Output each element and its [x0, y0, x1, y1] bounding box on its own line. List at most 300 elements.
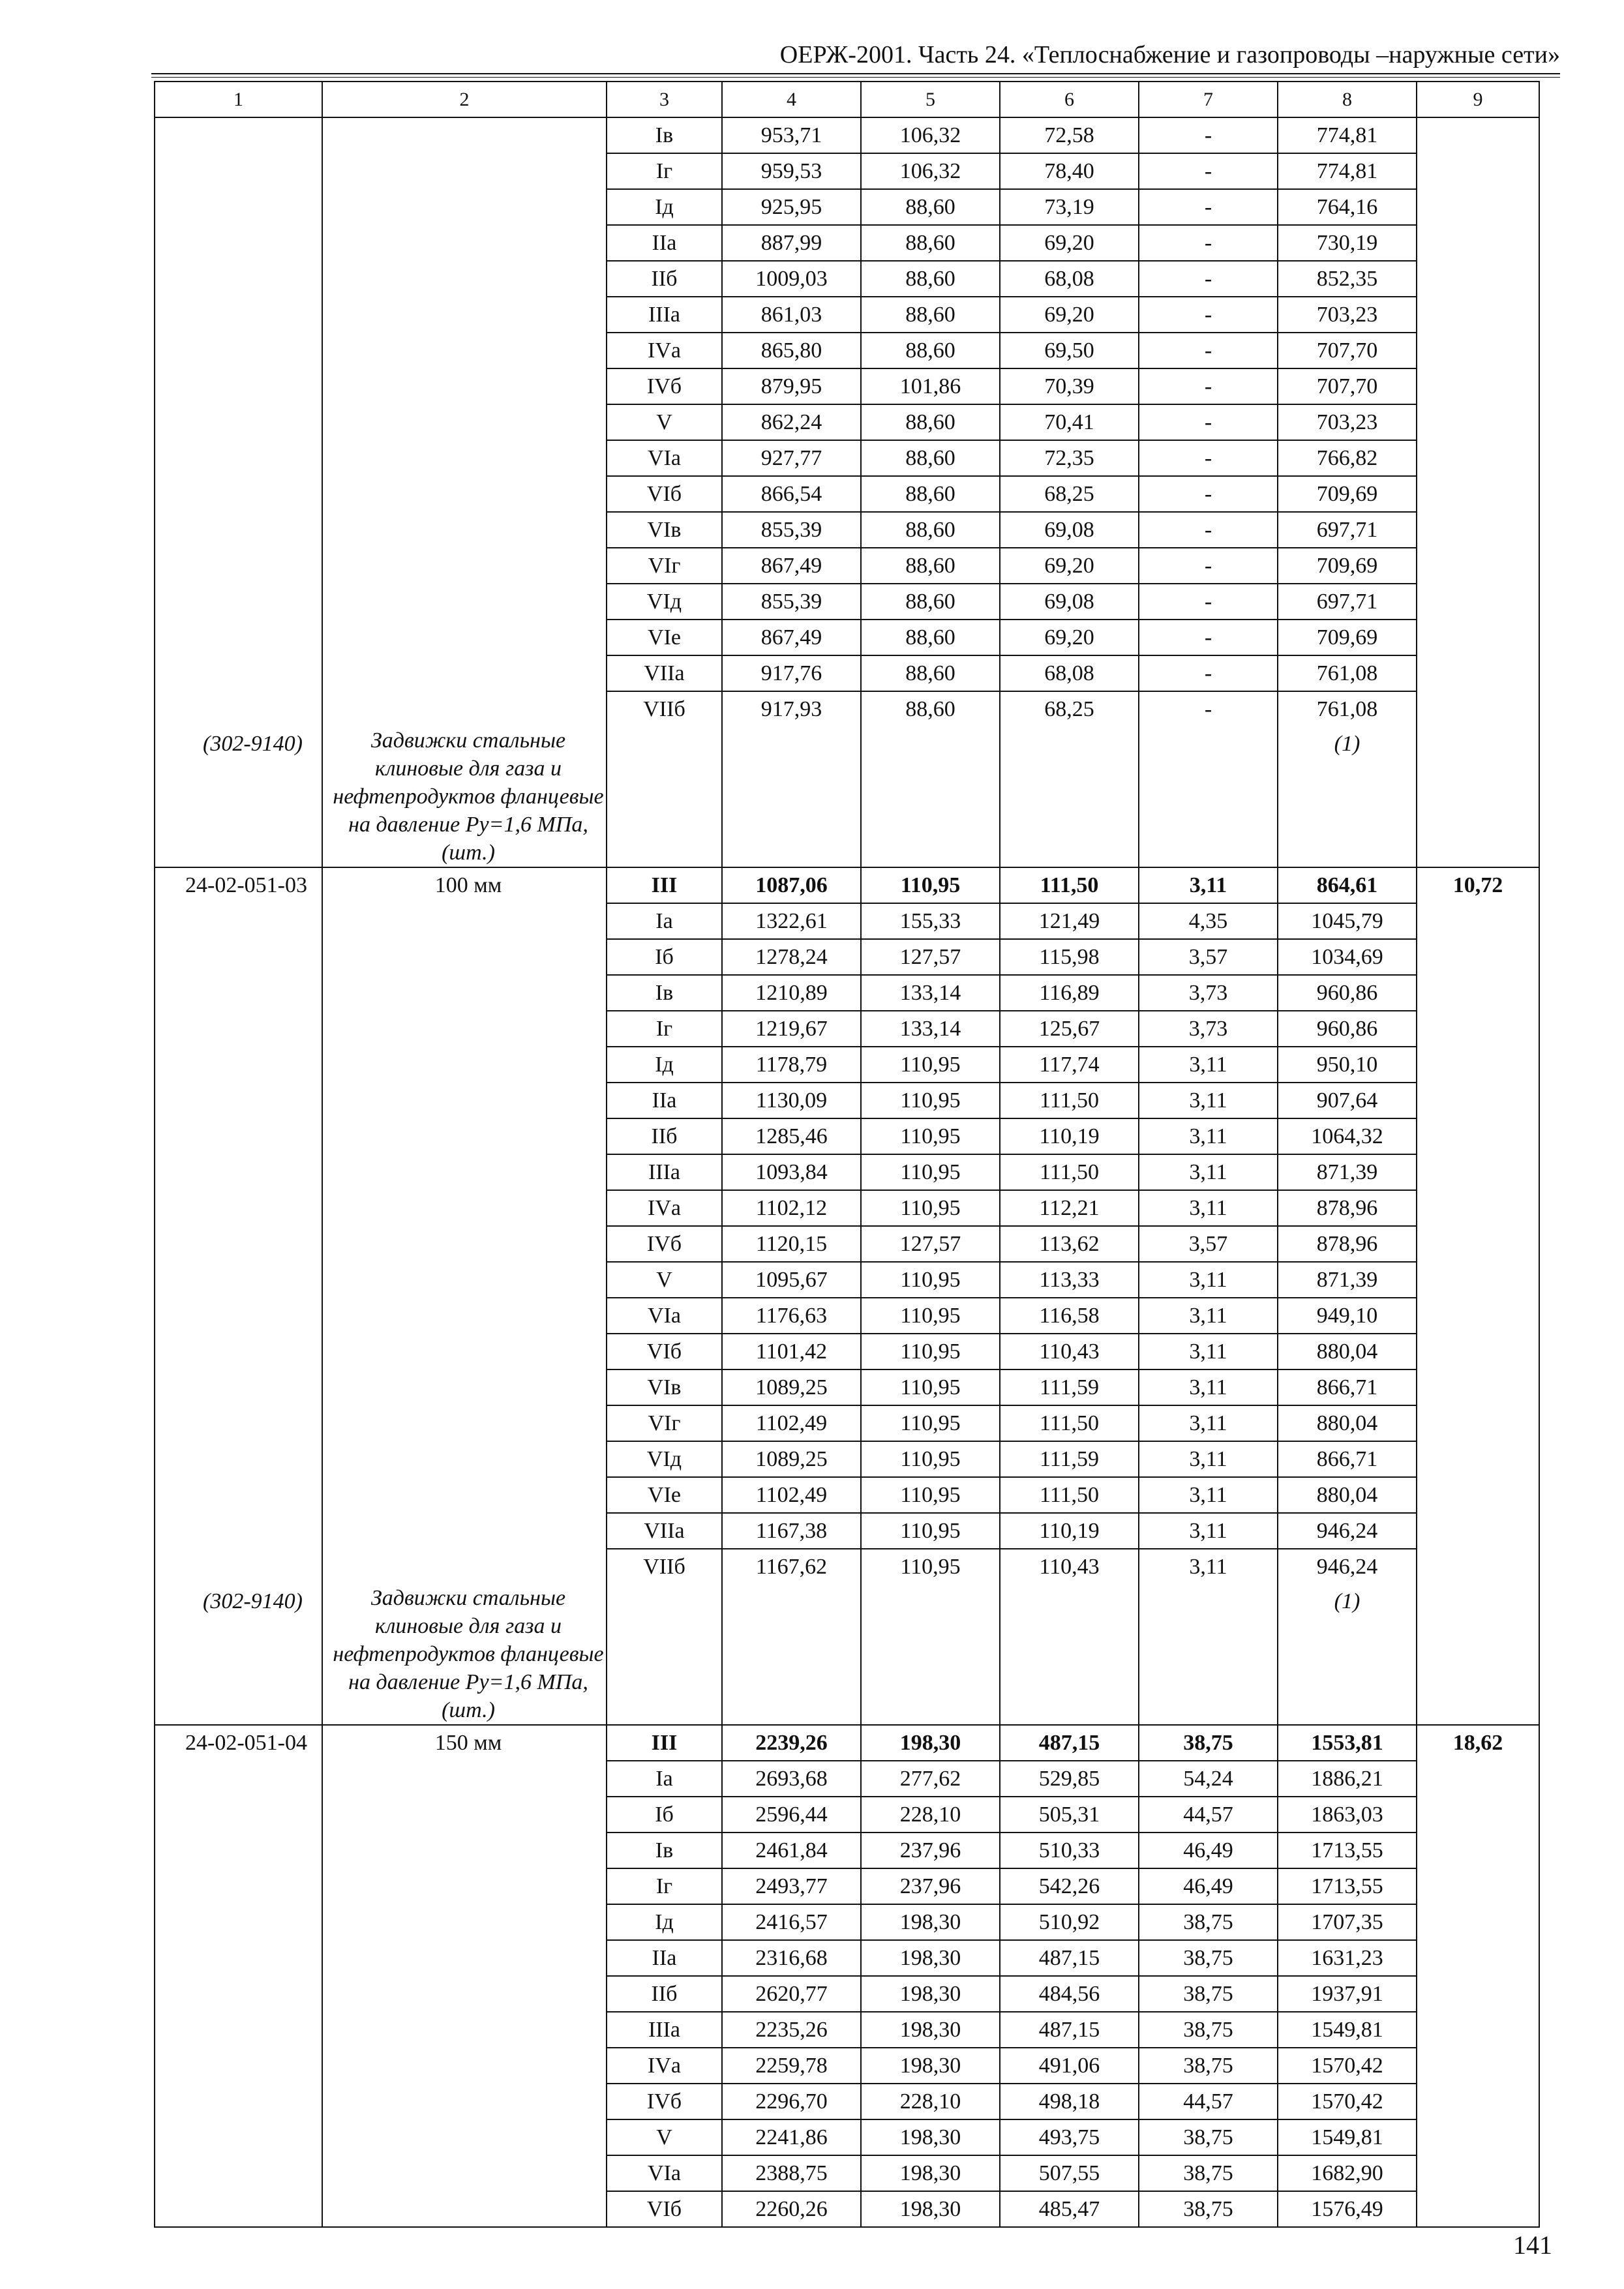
name-cell: [322, 1549, 607, 1584]
table-row: [155, 476, 1539, 512]
col9-cell: [1417, 1405, 1539, 1441]
code-cell: [155, 2012, 322, 2048]
column-number: 9: [1417, 82, 1539, 117]
value-cell: 68,25: [1000, 691, 1139, 726]
value-cell: 1089,25: [722, 1441, 861, 1477]
value-cell: 761,08: [1278, 691, 1417, 726]
value-cell: 111,50: [1000, 1154, 1139, 1190]
value-cell: 1120,15: [722, 1226, 861, 1262]
value-cell: 1937,91: [1278, 1976, 1417, 2012]
value-cell: 111,59: [1000, 1369, 1139, 1405]
name-cell: [322, 1262, 607, 1298]
col9-cell: [1417, 2191, 1539, 2227]
value-cell: 1285,46: [722, 1118, 861, 1154]
value-cell: 855,39: [722, 584, 861, 620]
value-cell: 3,73: [1139, 1011, 1278, 1047]
col9-cell: [1417, 1083, 1539, 1118]
value-cell: 959,53: [722, 153, 861, 189]
value-cell: -: [1139, 297, 1278, 333]
name-cell: [322, 297, 607, 333]
col9-cell: [1417, 655, 1539, 691]
value-cell: 110,95: [861, 1298, 1000, 1334]
value-cell: 1682,90: [1278, 2155, 1417, 2191]
rate-code: 24-02-051-03: [185, 873, 307, 897]
value-cell: 2416,57: [722, 1904, 861, 1940]
name-cell: [322, 1976, 607, 2012]
name-cell: [322, 1118, 607, 1154]
value-cell: 106,32: [861, 117, 1000, 153]
table-row: [155, 1761, 1539, 1797]
value-cell: 1101,42: [722, 1334, 861, 1369]
col9-cell: [1417, 404, 1539, 440]
value-cell: 110,95: [861, 1513, 1000, 1549]
code-cell: [155, 117, 322, 153]
value-cell: 38,75: [1139, 1904, 1278, 1940]
code-cell: [155, 1833, 322, 1868]
value-cell: 88,60: [861, 404, 1000, 440]
zone-cell: Iд: [607, 1047, 722, 1083]
table-row: [155, 1441, 1539, 1477]
table-row: [155, 2048, 1539, 2084]
code-cell: [155, 404, 322, 440]
table-row: [155, 584, 1539, 620]
value-cell: 228,10: [861, 1797, 1000, 1833]
value-cell: -: [1139, 655, 1278, 691]
value-cell: -: [1139, 404, 1278, 440]
zone-cell: Iв: [607, 1833, 722, 1868]
value-cell: 110,95: [861, 1369, 1000, 1405]
col9-cell: [1417, 584, 1539, 620]
code-cell: [155, 2155, 322, 2191]
material-note-row: [155, 726, 1539, 867]
table-row: [155, 440, 1539, 476]
col9-cell: [1417, 1513, 1539, 1549]
code-cell: [155, 726, 322, 867]
value-cell: 88,60: [861, 440, 1000, 476]
col9-cell: [1417, 2084, 1539, 2119]
value-cell: 3,11: [1139, 1262, 1278, 1298]
value-cell: 707,70: [1278, 368, 1417, 404]
name-cell: [322, 189, 607, 225]
name-cell: [322, 1047, 607, 1083]
table-row: [155, 1513, 1539, 1549]
material-quantity: (1): [1334, 1589, 1361, 1613]
col9-cell: [1417, 1761, 1539, 1797]
value-cell: 198,30: [861, 2048, 1000, 2084]
col9-cell: [1417, 1940, 1539, 1976]
value-cell: 237,96: [861, 1833, 1000, 1868]
code-cell: [155, 2191, 322, 2227]
col9-cell: [1417, 726, 1539, 867]
material-note-row: [155, 1584, 1539, 1725]
value-cell: 155,33: [861, 903, 1000, 939]
value-cell: 44,57: [1139, 2084, 1278, 2119]
value-cell: 867,49: [722, 620, 861, 655]
value-cell: 110,95: [861, 1118, 1000, 1154]
value-cell: 113,62: [1000, 1226, 1139, 1262]
value-cell: 3,11: [1139, 1118, 1278, 1154]
name-cell: [322, 1477, 607, 1513]
zone-cell: Iб: [607, 939, 722, 975]
name-cell: [322, 1334, 607, 1369]
value-cell: 960,86: [1278, 975, 1417, 1011]
value-cell: -: [1139, 153, 1278, 189]
value-cell: 766,82: [1278, 440, 1417, 476]
value-cell: 1176,63: [722, 1298, 861, 1334]
empty-cell: [1278, 1584, 1417, 1725]
value-cell: 38,75: [1139, 2191, 1278, 2227]
col9-cell: [1417, 333, 1539, 368]
code-cell: [155, 1047, 322, 1083]
code-cell: [155, 2119, 322, 2155]
value-cell: 78,40: [1000, 153, 1139, 189]
value-cell: 949,10: [1278, 1298, 1417, 1334]
code-cell: [155, 1868, 322, 1904]
code-cell: [155, 1797, 322, 1833]
value-cell: 487,15: [1000, 1940, 1139, 1976]
name-cell: [322, 512, 607, 548]
zone-cell: VIа: [607, 440, 722, 476]
value-cell: 38,75: [1139, 2155, 1278, 2191]
value-cell: 116,58: [1000, 1298, 1139, 1334]
table-row: [155, 189, 1539, 225]
zone-cell: VIа: [607, 1298, 722, 1334]
code-cell: [155, 1441, 322, 1477]
zone-cell: VIIб: [607, 691, 722, 726]
value-cell: 1089,25: [722, 1369, 861, 1405]
name-cell: [322, 1725, 607, 1761]
rate-code: 24-02-051-04: [185, 1731, 307, 1755]
empty-cell: [1278, 726, 1417, 867]
table-row: [155, 2155, 1539, 2191]
value-cell: 1713,55: [1278, 1868, 1417, 1904]
code-cell: [155, 2084, 322, 2119]
value-cell: 2388,75: [722, 2155, 861, 2191]
value-cell: 1631,23: [1278, 1940, 1417, 1976]
zone-cell: Iг: [607, 1011, 722, 1047]
col9-cell: [1417, 903, 1539, 939]
value-cell: 3,11: [1139, 1154, 1278, 1190]
name-cell: [322, 726, 607, 867]
name-cell: [322, 476, 607, 512]
value-cell: 484,56: [1000, 1976, 1139, 2012]
value-cell: 68,08: [1000, 261, 1139, 297]
code-cell: [155, 1011, 322, 1047]
value-cell: 69,50: [1000, 333, 1139, 368]
value-cell: 110,95: [861, 867, 1000, 903]
empty-cell: [1139, 726, 1278, 867]
table-row: [155, 2119, 1539, 2155]
value-cell: 2620,77: [722, 1976, 861, 2012]
code-cell: [155, 1904, 322, 1940]
col9-cell: [1417, 2155, 1539, 2191]
value-cell: 498,18: [1000, 2084, 1139, 2119]
value-cell: 198,30: [861, 1725, 1000, 1761]
col9-cell: [1417, 153, 1539, 189]
value-cell: 917,76: [722, 655, 861, 691]
value-cell: 960,86: [1278, 1011, 1417, 1047]
code-cell: [155, 1154, 322, 1190]
value-cell: 69,08: [1000, 512, 1139, 548]
value-cell: 69,20: [1000, 620, 1139, 655]
value-cell: 1167,38: [722, 1513, 861, 1549]
col9-cell: [1417, 1334, 1539, 1369]
value-cell: 2693,68: [722, 1761, 861, 1797]
value-cell: 3,11: [1139, 1549, 1278, 1584]
value-cell: 1549,81: [1278, 2119, 1417, 2155]
column-number: 6: [1000, 82, 1139, 117]
zone-cell: Iа: [607, 1761, 722, 1797]
value-cell: 862,24: [722, 404, 861, 440]
value-cell: 38,75: [1139, 1976, 1278, 2012]
value-cell: 880,04: [1278, 1477, 1417, 1513]
col9-cell: [1417, 548, 1539, 584]
value-cell: 510,33: [1000, 1833, 1139, 1868]
price-table: [154, 81, 1540, 2228]
value-cell: 946,24: [1278, 1513, 1417, 1549]
value-cell: 110,95: [861, 1190, 1000, 1226]
value-cell: 3,11: [1139, 1441, 1278, 1477]
code-cell: [155, 2048, 322, 2084]
name-cell: [322, 333, 607, 368]
value-cell: 133,14: [861, 975, 1000, 1011]
col9-cell: [1417, 117, 1539, 153]
code-cell: [155, 1584, 322, 1725]
zone-cell: IIб: [607, 1976, 722, 2012]
value-cell: 111,50: [1000, 1477, 1139, 1513]
value-cell: 2239,26: [722, 1725, 861, 1761]
empty-cell: [1139, 1584, 1278, 1725]
page-number: 141: [1513, 2230, 1552, 2260]
zone-cell: IIIа: [607, 297, 722, 333]
column-number: 1: [155, 82, 322, 117]
name-cell: [322, 1904, 607, 1940]
table-row: [155, 1940, 1539, 1976]
col9-cell: [1417, 1298, 1539, 1334]
table-row: [155, 2191, 1539, 2227]
zone-cell: Iб: [607, 1797, 722, 1833]
value-cell: 855,39: [722, 512, 861, 548]
value-cell: 68,08: [1000, 655, 1139, 691]
value-cell: 46,49: [1139, 1833, 1278, 1868]
name-cell: [322, 1369, 607, 1405]
code-cell: [155, 333, 322, 368]
name-cell: [322, 2012, 607, 2048]
zone-cell: IIа: [607, 225, 722, 261]
value-cell: 2316,68: [722, 1940, 861, 1976]
value-cell: 861,03: [722, 297, 861, 333]
zone-cell: Iа: [607, 903, 722, 939]
value-cell: -: [1139, 333, 1278, 368]
value-cell: 110,95: [861, 1047, 1000, 1083]
table-row: [155, 1976, 1539, 2012]
name-cell: [322, 620, 607, 655]
value-cell: 88,60: [861, 655, 1000, 691]
value-cell: -: [1139, 476, 1278, 512]
value-cell: 198,30: [861, 1940, 1000, 1976]
value-cell: 72,35: [1000, 440, 1139, 476]
value-cell: 1064,32: [1278, 1118, 1417, 1154]
code-cell: [155, 261, 322, 297]
col9-cell: [1417, 1011, 1539, 1047]
value-cell: 88,60: [861, 476, 1000, 512]
value-cell: 88,60: [861, 261, 1000, 297]
header-rule: [151, 73, 1560, 74]
zone-cell: IIIа: [607, 1154, 722, 1190]
value-cell: 68,25: [1000, 476, 1139, 512]
col9-cell: [1417, 1190, 1539, 1226]
table-row: [155, 1904, 1539, 1940]
value-cell: 946,24: [1278, 1549, 1417, 1584]
zone-cell: IVа: [607, 333, 722, 368]
value-cell: 880,04: [1278, 1405, 1417, 1441]
table-row: [155, 512, 1539, 548]
code-cell: [155, 153, 322, 189]
value-cell: 133,14: [861, 1011, 1000, 1047]
value-cell: 1570,42: [1278, 2048, 1417, 2084]
table-row: [155, 1154, 1539, 1190]
value-cell: 3,11: [1139, 1477, 1278, 1513]
value-cell: 953,71: [722, 117, 861, 153]
code-cell: [155, 691, 322, 726]
column-number: 7: [1139, 82, 1278, 117]
value-cell: -: [1139, 117, 1278, 153]
col9-cell: [1417, 1477, 1539, 1513]
name-cell: [322, 867, 607, 903]
col9-cell: [1417, 2012, 1539, 2048]
value-cell: 3,11: [1139, 1369, 1278, 1405]
value-cell: 110,95: [861, 1083, 1000, 1118]
name-cell: [322, 584, 607, 620]
value-cell: 2493,77: [722, 1868, 861, 1904]
code-cell: [155, 903, 322, 939]
value-cell: 88,60: [861, 620, 1000, 655]
empty-cell: [607, 726, 722, 867]
header-rule-thin: [151, 77, 1560, 78]
zone-cell: V: [607, 2119, 722, 2155]
value-cell: 703,23: [1278, 404, 1417, 440]
column-number: 2: [322, 82, 607, 117]
zone-cell: VIб: [607, 1334, 722, 1369]
name-cell: [322, 261, 607, 297]
zone-cell: Iв: [607, 975, 722, 1011]
value-cell: 110,95: [861, 1262, 1000, 1298]
zone-cell: VIг: [607, 1405, 722, 1441]
value-cell: 1707,35: [1278, 1904, 1417, 1940]
zone-cell: IIб: [607, 261, 722, 297]
code-cell: [155, 368, 322, 404]
table-row: [155, 1868, 1539, 1904]
value-cell: 1102,12: [722, 1190, 861, 1226]
name-cell: [322, 1298, 607, 1334]
value-cell: 88,60: [861, 225, 1000, 261]
col9-cell: [1417, 440, 1539, 476]
diameter-label: 150 мм: [434, 1731, 502, 1755]
col9-cell: [1417, 1797, 1539, 1833]
code-cell: [155, 1083, 322, 1118]
col9-cell: [1417, 225, 1539, 261]
value-cell: 198,30: [861, 2191, 1000, 2227]
table-row: [155, 1118, 1539, 1154]
value-cell: 878,96: [1278, 1190, 1417, 1226]
col9-cell: [1417, 1833, 1539, 1868]
code-cell: [155, 189, 322, 225]
code-cell: [155, 440, 322, 476]
value-cell: 1713,55: [1278, 1833, 1417, 1868]
code-cell: [155, 1405, 322, 1441]
zone-cell: IVа: [607, 2048, 722, 2084]
value-cell: 878,96: [1278, 1226, 1417, 1262]
table-row: [155, 2084, 1539, 2119]
value-cell: 1045,79: [1278, 903, 1417, 939]
value-cell: 709,69: [1278, 476, 1417, 512]
code-cell: [155, 975, 322, 1011]
name-cell: [322, 440, 607, 476]
zone-cell: IVб: [607, 1226, 722, 1262]
table-row: [155, 548, 1539, 584]
value-cell: 542,26: [1000, 1868, 1139, 1904]
value-cell: 277,62: [861, 1761, 1000, 1797]
material-code: (302-9140): [203, 1589, 303, 1613]
value-cell: 125,67: [1000, 1011, 1139, 1047]
zone-cell: III: [607, 1725, 722, 1761]
zone-cell: VIд: [607, 1441, 722, 1477]
zone-cell: VIг: [607, 548, 722, 584]
name-cell: [322, 1226, 607, 1262]
value-cell: 69,20: [1000, 297, 1139, 333]
col9-cell: [1417, 261, 1539, 297]
value-cell: 88,60: [861, 333, 1000, 368]
value-cell: 110,43: [1000, 1549, 1139, 1584]
value-cell: 866,54: [722, 476, 861, 512]
code-cell: [155, 620, 322, 655]
zone-cell: VIб: [607, 476, 722, 512]
value-cell: 761,08: [1278, 655, 1417, 691]
value-cell: 774,81: [1278, 153, 1417, 189]
value-cell: 487,15: [1000, 1725, 1139, 1761]
value-cell: 907,64: [1278, 1083, 1417, 1118]
name-cell: [322, 1797, 607, 1833]
name-cell: [322, 2084, 607, 2119]
zone-cell: IIа: [607, 1083, 722, 1118]
value-cell: 707,70: [1278, 333, 1417, 368]
zone-cell: V: [607, 1262, 722, 1298]
value-cell: 1093,84: [722, 1154, 861, 1190]
value-cell: 774,81: [1278, 117, 1417, 153]
value-cell: -: [1139, 584, 1278, 620]
table-row: [155, 975, 1539, 1011]
value-cell: 3,73: [1139, 975, 1278, 1011]
value-cell: 106,32: [861, 153, 1000, 189]
value-cell: 237,96: [861, 1868, 1000, 1904]
value-cell: 2235,26: [722, 2012, 861, 2048]
value-cell: 198,30: [861, 2119, 1000, 2155]
value-cell: 101,86: [861, 368, 1000, 404]
col9-cell: [1417, 1118, 1539, 1154]
material-code: (302-9140): [203, 732, 303, 756]
material-description: Задвижки стальные клиновые для газа и нефтепродуктов фланцевые на давление Ру=1,6 МПа, (шт.): [333, 1586, 604, 1722]
col9-cell: [1417, 1262, 1539, 1298]
value-cell: 110,95: [861, 1477, 1000, 1513]
col9-cell: 10,72: [1417, 867, 1539, 903]
value-cell: 111,50: [1000, 867, 1139, 903]
value-cell: 1210,89: [722, 975, 861, 1011]
table-row: [155, 1797, 1539, 1833]
value-cell: 3,57: [1139, 1226, 1278, 1262]
value-cell: 112,21: [1000, 1190, 1139, 1226]
value-cell: 491,06: [1000, 2048, 1139, 2084]
table-row: [155, 655, 1539, 691]
